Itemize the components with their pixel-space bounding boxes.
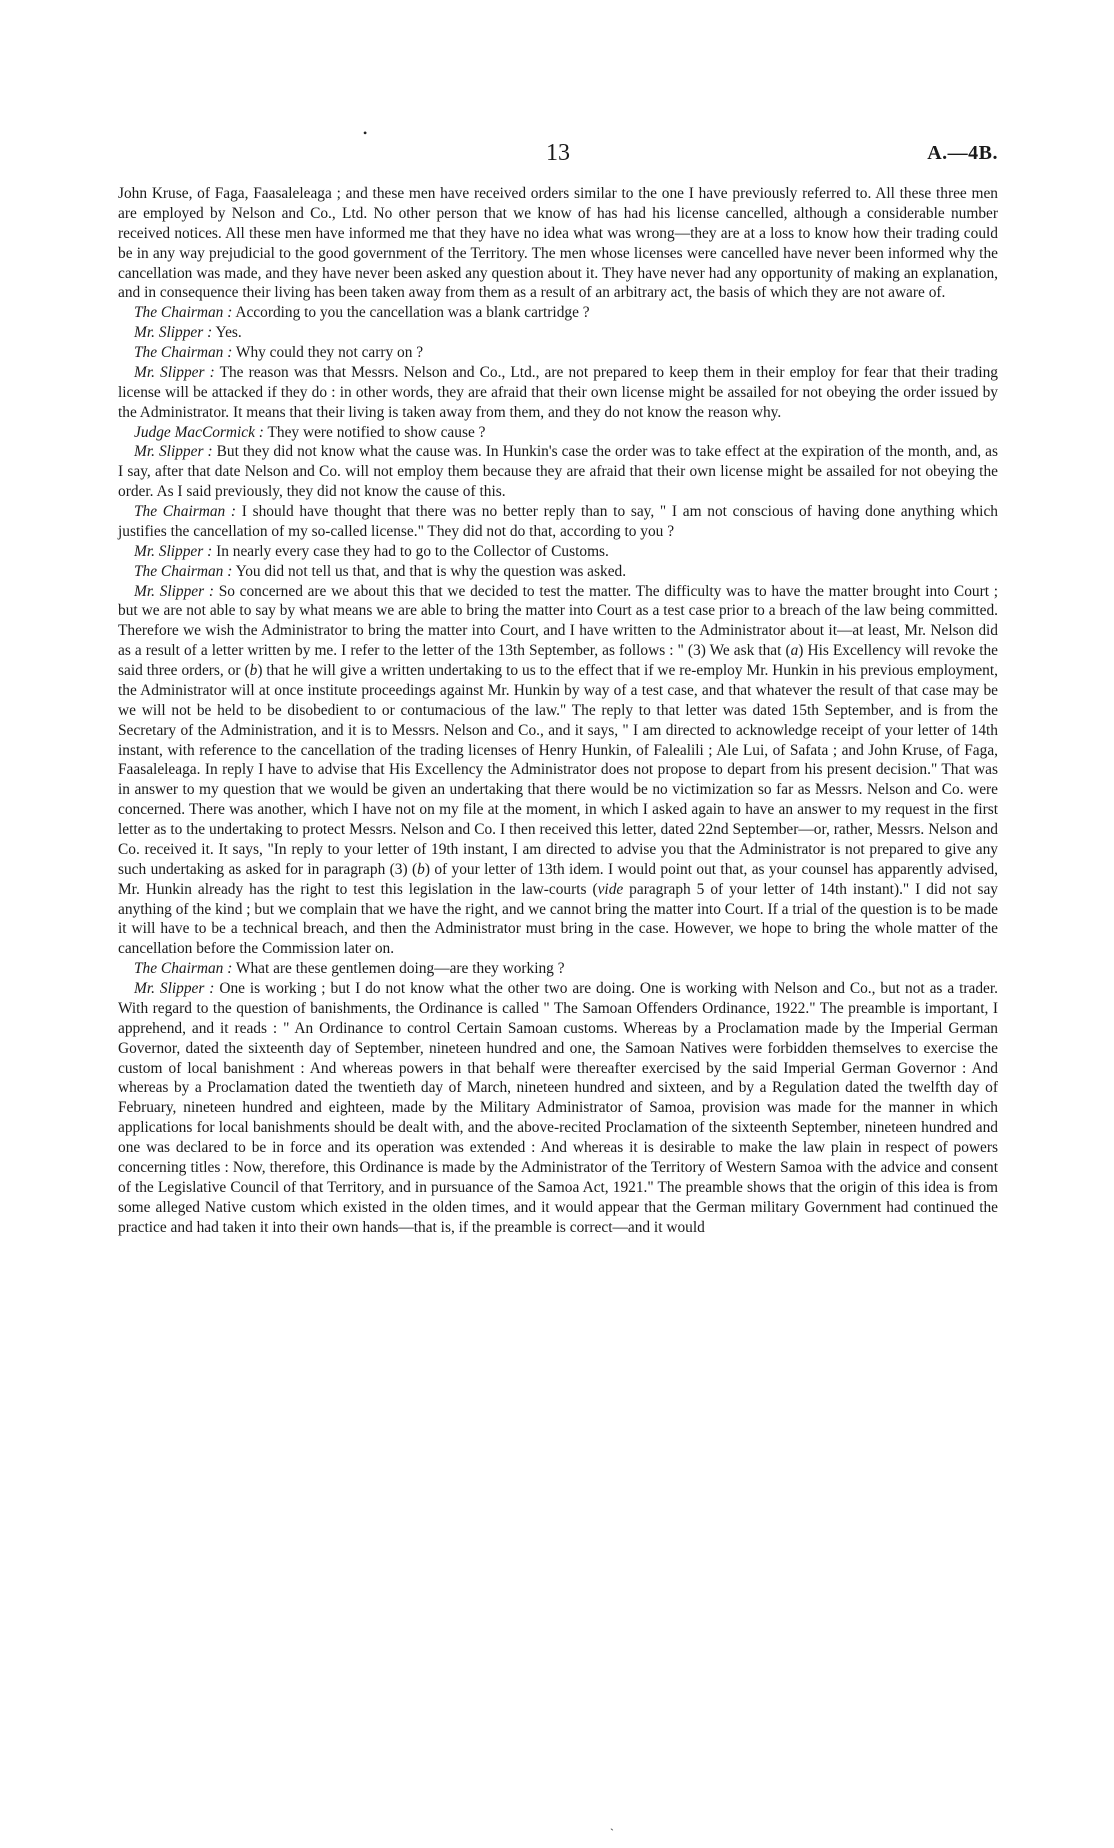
speech-text: So concerned are we about this that we decided to test the matter. The difficulty was to have the matter brought into Court ; but we are not able to say by what means we are able to bring the matter into Court as a test case prior to a breach of the law being committed. Therefore we wish the Administrator to bring the matter into Court, and I have written to the Administrator about it—at least, Mr. Nelson did as a result of a letter written by me. I refer to the letter of the 13th September, as follows : " (3) We ask that ( [118, 582, 998, 660]
page-number: 13 [546, 140, 570, 166]
paragraph-chairman-1 [118, 303, 998, 323]
paragraph-judge-1 [118, 423, 998, 443]
paragraph-slipper-4 [118, 542, 998, 562]
speech-text: But they did not know what the cause was. In Hunkin's case the order was to take effect at the expiration of the month, and, as I say, after that date Nelson and Co. will not employ them because they are afraid that their own license might be assailed for not obeying the order. As I said previously, they did not know the cause of this. [118, 443, 998, 501]
italic-text: b [249, 662, 258, 679]
speech-text: According to you the cancellation was a blank cartridge ? [235, 304, 590, 322]
speech-text: Yes. [215, 324, 242, 342]
speaker-label: The Chairman : [134, 344, 233, 361]
paragraph-slipper-1 [118, 323, 998, 343]
paragraph-slipper-6 [118, 979, 998, 1237]
speech-text: ) of your letter of 13th idem. I would point out that, as your counsel has apparently advised, Mr. Hunkin already has the right to test this legislation in the law-courts ( [118, 860, 998, 898]
speaker-label: The Chairman : [134, 960, 233, 978]
page-body [118, 184, 998, 1237]
paragraph-chairman-2 [118, 343, 998, 363]
paragraph-slipper-2 [118, 363, 998, 423]
speech-text: I should have thought that there was no better reply than to say, " I am not conscious of having done anything which justifies the cancellation of my so-called license." They did not do that, according to you ? [118, 503, 998, 540]
speech-text: Why could they not carry on ? [235, 344, 424, 361]
paragraph-chairman-5 [118, 959, 998, 979]
speaker-label: Mr. Slipper : [134, 542, 213, 560]
speaker-label: Mr. Slipper : [134, 324, 213, 342]
printer-mark-top: • [363, 126, 368, 140]
speaker-label: Mr. Slipper : [134, 980, 215, 997]
paragraph-chairman-3 [118, 502, 998, 542]
speaker-label: Judge MacCormick : [134, 423, 264, 441]
speaker-label: The Chairman : [134, 304, 233, 322]
speech-text: paragraph 5 of your letter of 14th instant)." I did not say anything of the kind ; but we complain that we have the right, and we cannot bring the matter into Court. If a trial of the question is to be made it will have to be a technical breach, and then the Administrator must bring in the case. However, we hope to bring the whole matter of the cancellation before the Commission later on. [118, 880, 998, 958]
speech-text: ) His Excellency will revoke the said three orders, or ( [118, 642, 998, 679]
page-header [118, 140, 998, 174]
speech-text: You did not tell us that, and that is why the question was asked. [235, 562, 627, 580]
paragraph-slipper-3 [118, 442, 998, 502]
speaker-label: Mr. Slipper : [134, 582, 214, 600]
speech-text: They were notified to show cause ? [267, 423, 486, 441]
speaker-label: The Chairman : [134, 562, 233, 580]
italic-text: a [790, 642, 799, 660]
paragraph-chairman-4 [118, 562, 998, 582]
speech-text: The reason was that Messrs. Nelson and Co., Ltd., are not prepared to keep them in their employ for fear that their trading license will be attacked if they do : in other words, they are afraid that their own license might be assailed for not obeying the order issued by the Administrator. It means that their living is taken away from them, and they do not know the reason why. [118, 363, 998, 421]
speech-text: One is working ; but I do not know what the other two are doing. One is working with Nelson and Co., but not as a trader. With regard to the question of banishments, the Ordinance is called " The Samoan Offenders Ordinance, 1922." The preamble is important, I apprehend, and it reads : " An Ordinance to control Certain Samoan customs. Whereas by a Proclamation made by the Imperial German Governor, dated the sixteenth day of September, nineteen hundred and one, the Samoan Natives were forbidden themselves to exercise the custom of local banishment : And whereas powers in that behalf were thereafter exercised by the said Imperial German Governor : And whereas by a Proclamation dated the twentieth day of March, nineteen hundred and sixteen, and by a Regulation dated the twelfth day of February, nineteen hundred and eighteen, made by the Military Administrator of Samoa, provision was made for the manner in which applications for local banishments should be dealt with, and the above-recited Proclamation of the sixteenth September, nineteen hundred and one was declared to be in force and its operation was extended : And whereas it is desirable to make the law plain in respect of powers concerning titles : Now, therefore, this Ordinance is made by the Administrator of the Territory of Western Samoa with the advice and consent of the Legislative Council of that Territory, and in pursuance of the Samoa Act, 1921." The preamble shows that the origin of this idea is from some alleged Native custom which existed in the olden times, and it would appear that the German military Government had continued the practice and had taken it into their own hands—that is, if the preamble is correct—and it would [118, 980, 998, 1236]
section-code: A.—4B. [927, 142, 998, 164]
paragraph-intro: John Kruse, of Faga, Faasaleleaga ; and these men have received orders similar to the one I have previously referred to. All these three men are employed by Nelson and Co., Ltd. No other person that we know of has had his license cancelled, although a considerable number received notices. All these men have informed me that they have no idea what was wrong—they are at a loss to know how their trading could be in any way prejudicial to the good government of the Territory. The men whose licenses were cancelled have never been informed why the cancellation was made, and they have never been asked any question about it. They have never had any opportunity of making an explanation, and in consequence their living has been taken away from them as a result of an arbitrary act, the basis of which they are not aware of. [118, 185, 998, 302]
speech-text: ) that he will give a written undertaking to us to the effect that if we re-employ Mr. Hunkin in his previous employment, the Administrator will at once institute proceedings against Mr. Hunkin by way of a test case, and that whatever the result of that case may be we will not be held to be disobedient to or contumacious of the law." The reply to that letter was dated 15th September, and is from the Secretary of the Administration, and it is to Messrs. Nelson and Co., and it says, " I am directed to acknowledge receipt of your letter of 14th instant, with reference to the cancellation of the trading licenses of Henry Hunkin, of Falealili ; Ale Lui, of Safata ; and John Kruse, of Faga, Faasaleleaga. In reply I have to advise that His Excellency the Administrator does not propose to depart from his present decision." That was in answer to my question that we would be given an undertaking that there would be no victimization so far as Messrs. Nelson and Co. were concerned. There was another, which I have not on my file at the moment, in which I asked again to have an answer to my request in the first letter as to the undertaking to protect Messrs. Nelson and Co. I then received this letter, dated 22nd September—or, rather, Messrs. Nelson and Co. received it. It says, "In reply to your letter of 19th instant, I am directed to advise you that the Administrator is not prepared to give any such undertaking as asked for in paragraph (3) ( [118, 662, 998, 878]
paragraph-slipper-5 [118, 582, 998, 960]
speaker-label: Mr. Slipper : [134, 363, 215, 381]
printer-mark-bottom: ` [610, 1826, 614, 1840]
speaker-label: The Chairman : [134, 503, 237, 520]
italic-text: vide [597, 880, 624, 898]
italic-text: b [417, 860, 425, 878]
speaker-label: Mr. Slipper : [134, 443, 213, 461]
speech-text: What are these gentlemen doing—are they working ? [235, 960, 565, 978]
speech-text: In nearly every case they had to go to the Collector of Customs. [216, 542, 609, 560]
